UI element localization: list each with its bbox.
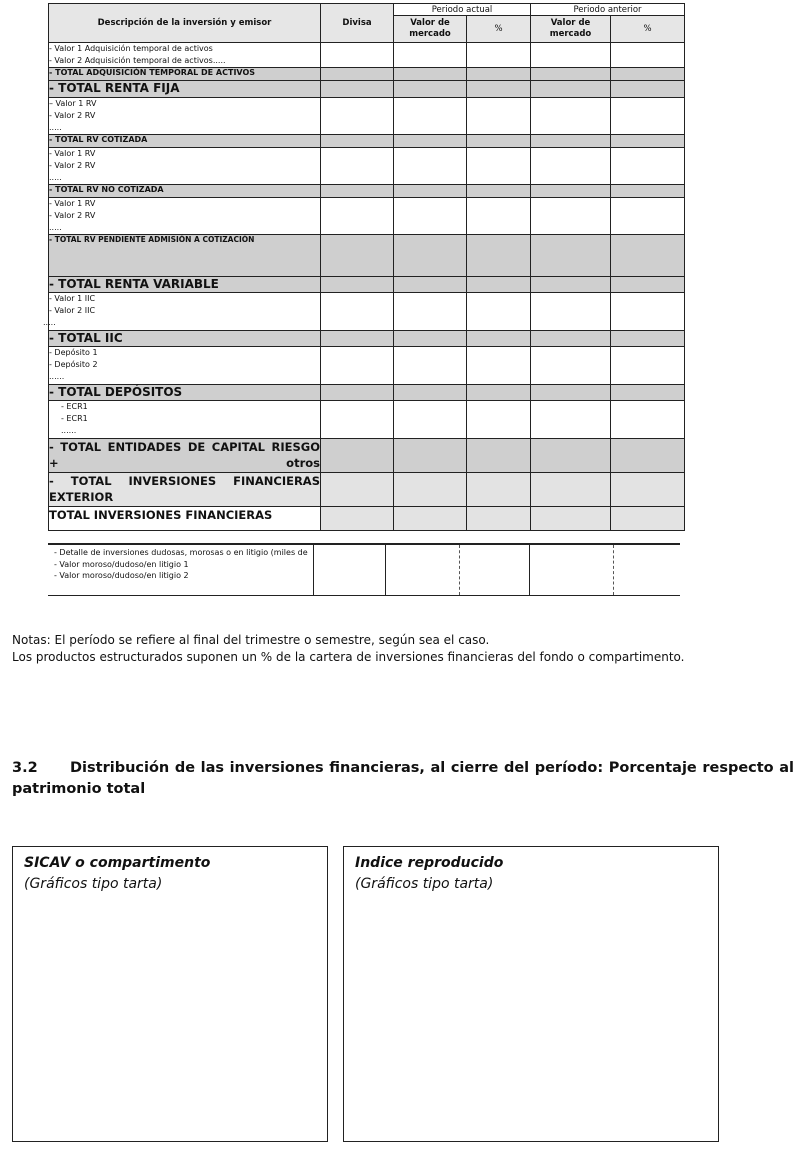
total-label: - TOTAL ADQUISICIÓN TEMPORAL DE ACTIVOS [49, 68, 321, 81]
chart-box-sicav [12, 846, 328, 1142]
table-row [49, 401, 685, 439]
header-market-value-previous: Valor de mercado [531, 16, 611, 43]
item-line: - Valor 2 RV [49, 111, 96, 120]
box-title: SICAV o compartimento [24, 855, 211, 871]
item-line: ...... [49, 372, 65, 381]
item-line: – Valor 1 RV [49, 99, 97, 108]
empty-cell [529, 544, 613, 596]
total-row [49, 507, 685, 531]
total-row [49, 277, 685, 293]
item-line: ..... [49, 223, 62, 232]
table-row [48, 544, 680, 596]
empty-cell [613, 544, 680, 596]
item-line: - Depósito 2 [49, 360, 98, 369]
note-line: Los productos estructurados suponen un % de la cartera de inversiones financieras del fondo o compartimento. [12, 650, 685, 664]
note-line: Notas: El período se refiere al final del trimestre o semestre, según sea el caso. [12, 633, 490, 647]
item-line: ..... [49, 173, 62, 182]
total-row [49, 331, 685, 347]
item-line: ..... [49, 123, 62, 132]
section-heading [12, 758, 794, 800]
header-percent-previous: % [611, 16, 685, 43]
doubtful-line: - Valor moroso/dudoso/en litigio 2 [54, 571, 189, 580]
item-description [43, 293, 321, 331]
total-row [49, 81, 685, 98]
total-label: - TOTAL ENTIDADES DE CAPITAL RIESGO + otros [49, 439, 321, 473]
investment-portfolio-table [43, 3, 685, 531]
total-row [49, 185, 685, 198]
item-description [49, 198, 321, 235]
table-row [49, 43, 685, 68]
empty-cell [313, 544, 385, 596]
total-label: - TOTAL IIC [49, 331, 321, 347]
section-title: Distribución de las inversiones financieras, al cierre del período: Porcentaje respecto al patrimonio total [12, 760, 794, 797]
chart-box-index [343, 846, 719, 1142]
box-subtitle: (Gráficos tipo tarta) [24, 876, 163, 892]
total-row [49, 68, 685, 81]
item-description [49, 347, 321, 385]
table-row [49, 347, 685, 385]
item-line: ..... [43, 318, 56, 327]
total-label: - TOTAL INVERSIONES FINANCIERAS EXTERIOR [49, 473, 321, 507]
table-row [49, 148, 685, 185]
total-label: - TOTAL RV PENDIENTE ADMISIÓN A COTIZACIÓN [49, 235, 321, 277]
item-line: - Valor 2 Adquisición temporal de activos..... [49, 56, 226, 65]
item-line: - Valor 2 RV [49, 211, 96, 220]
header-currency: Divisa [321, 4, 394, 43]
total-label: - TOTAL RV COTIZADA [49, 135, 321, 148]
box-subtitle: (Gráficos tipo tarta) [355, 876, 494, 892]
item-line: - Valor 1 RV [49, 149, 96, 158]
box-title: Indice reproducido [355, 855, 504, 871]
item-line: - Valor 2 RV [49, 161, 96, 170]
notes [12, 632, 685, 666]
total-row [49, 473, 685, 507]
doubtful-line: - Detalle de inversiones dudosas, morosas o en litigio (miles de [54, 548, 308, 557]
item-description [49, 401, 321, 439]
item-line: - Valor 2 IIC [49, 306, 96, 315]
item-line: ...... [61, 426, 77, 435]
item-line: - Valor 1 Adquisición temporal de activos [49, 44, 213, 53]
doubtful-description [48, 544, 313, 596]
total-row [49, 235, 685, 277]
doubtful-investments-table [48, 543, 680, 596]
item-line: - Valor 1 IIC [49, 294, 96, 303]
total-row [49, 385, 685, 401]
item-line: - Depósito 1 [49, 348, 98, 357]
header-previous-period: Periodo anterior [531, 4, 685, 16]
total-label: - TOTAL RENTA FIJA [49, 81, 321, 98]
item-description [49, 148, 321, 185]
section-number: 3.2 [12, 760, 38, 776]
item-line: - ECR1 [61, 402, 88, 411]
total-label: TOTAL INVERSIONES FINANCIERAS [49, 507, 321, 531]
total-label: - TOTAL RENTA VARIABLE [49, 277, 321, 293]
header-market-value-current: Valor de mercado [394, 16, 467, 43]
empty-cell [459, 544, 529, 596]
empty-cell [385, 544, 459, 596]
table-row [49, 98, 685, 135]
total-label: - TOTAL RV NO COTIZADA [49, 185, 321, 198]
doubtful-line: - Valor moroso/dudoso/en litigio 1 [54, 559, 189, 569]
header-description: Descripción de la inversión y emisor [49, 4, 321, 43]
header-percent-current: % [467, 16, 531, 43]
total-label: - TOTAL DEPÓSITOS [49, 385, 321, 401]
table-row [49, 198, 685, 235]
header-current-period: Periodo actual [394, 4, 531, 16]
item-line: - Valor 1 RV [49, 199, 96, 208]
item-description [49, 98, 321, 135]
total-row [49, 135, 685, 148]
item-description [49, 43, 321, 68]
table-row [49, 293, 685, 331]
total-row [49, 439, 685, 473]
item-line: - ECR1 [61, 414, 88, 423]
